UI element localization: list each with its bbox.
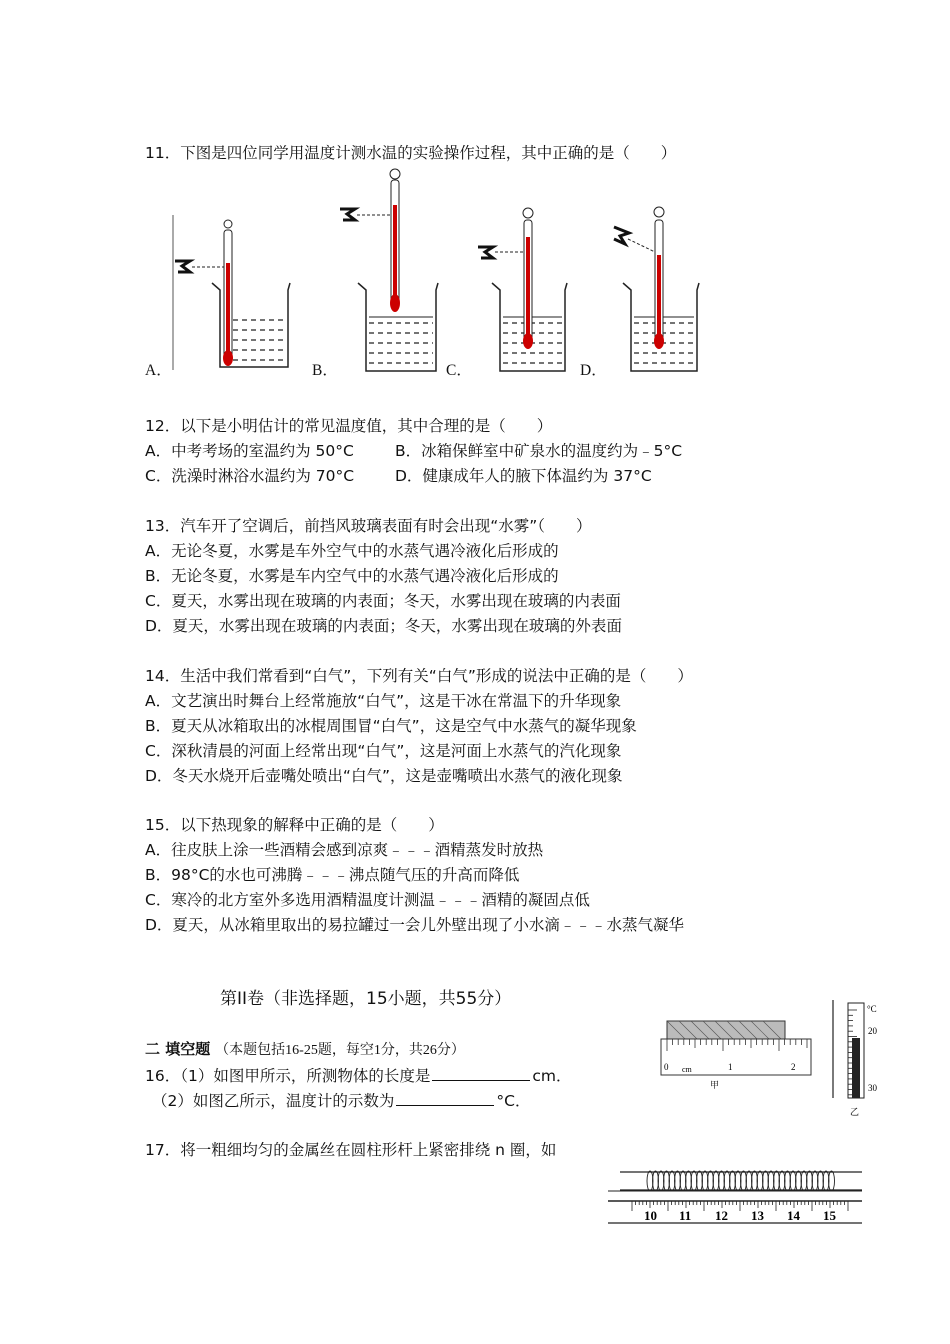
q14-option-c: C．深秋清晨的河面上经常出现“白气”，这是河面上水蒸气的汽化现象 — [145, 742, 622, 760]
coil-ruler-figure — [600, 1160, 870, 1228]
q16-answer-blank-2[interactable] — [396, 1089, 494, 1106]
q12-option-d: D．健康成年人的腋下体温约为 37°C — [395, 467, 652, 485]
q15-option-a: A．往皮肤上涂一些酒精会感到凉爽﹣﹣﹣酒精蒸发时放热 — [145, 841, 544, 859]
q12-option-c: C．洗澡时淋浴水温约为 70°C — [145, 467, 355, 485]
coil-label-14: 14 — [787, 1208, 800, 1223]
section-label: 二 填空题 — [145, 1040, 211, 1058]
q16-line2-text: （2）如图乙所示，温度计的示数为 — [152, 1092, 395, 1110]
q11-label-b: B． — [312, 362, 338, 379]
q15-option-c: C．寒冷的北方室外多选用酒精温度计测温﹣﹣﹣酒精的凝固点低 — [145, 891, 590, 909]
ruler-label-1: 1 — [728, 1062, 733, 1072]
thermo-label-20: 20 — [868, 1026, 877, 1036]
q17-stem: 17．将一粗细均匀的金属丝在圆柱形杆上紧密排绕 n 圈，如 — [145, 1141, 557, 1159]
q15-stem: 15．以下热现象的解释中正确的是（ ） — [145, 816, 444, 834]
coil-label-10: 10 — [644, 1208, 657, 1223]
coil-label-15: 15 — [823, 1208, 836, 1223]
q12-option-a: A．中考考场的室温约为 50°C — [145, 442, 354, 460]
figure-a-beaker-thermometer — [173, 215, 290, 370]
q12-stem: 12．以下是小明估计的常见温度值，其中合理的是（ ） — [145, 417, 553, 435]
q11-label-c: C． — [446, 362, 472, 379]
figure-c-beaker-thermometer — [478, 208, 567, 371]
ruler-label-2: 2 — [791, 1062, 796, 1072]
part2-title: 第II卷（非选择题，15小题，共55分） — [220, 989, 512, 1009]
figure-b-beaker-thermometer — [340, 169, 438, 371]
ruler-label-cm: cm — [682, 1065, 692, 1074]
thermo-caption: 乙 — [850, 1107, 860, 1117]
q13-option-a: A．无论冬夏，水雾是车外空气中的水蒸气遇冷液化后形成的 — [145, 542, 559, 560]
q15-option-d: D．夏天，从冰箱里取出的易拉罐过一会儿外壁出现了小水滴﹣﹣﹣水蒸气凝华 — [145, 916, 684, 934]
ruler-label-0: 0 — [664, 1062, 669, 1072]
q16-line2-unit: °C． — [496, 1092, 531, 1110]
figure-d-beaker-thermometer — [614, 207, 699, 371]
thermo-label-30: 30 — [868, 1083, 877, 1093]
q13-stem: 13．汽车开了空调后，前挡风玻璃表面有时会出现“水雾”（ ） — [145, 517, 592, 535]
q11-figures — [140, 165, 700, 380]
ruler-figure — [658, 1015, 816, 1090]
thermometer-figure — [828, 998, 888, 1120]
thermo-unit: °C — [867, 1004, 877, 1014]
q16-line1-text: 16．（1）如图甲所示，所测物体的长度是 — [145, 1067, 431, 1085]
q12-option-b: B．冰箱保鲜室中矿泉水的温度约为﹣5°C — [395, 442, 683, 460]
q11-label-a: A． — [145, 362, 172, 379]
q11-label-d: D． — [580, 362, 607, 379]
q13-option-b: B．无论冬夏，水雾是车内空气中的水蒸气遇冷液化后形成的 — [145, 567, 559, 585]
section-note: （本题包括16-25题，每空1分，共26分） — [215, 1043, 465, 1058]
q13-option-d: D．夏天，水雾出现在玻璃的内表面；冬天，水雾出现在玻璃的外表面 — [145, 617, 622, 635]
ruler-caption: 甲 — [710, 1080, 720, 1090]
q14-option-b: B．夏天从冰箱取出的冰棍周围冒“白气”，这是空气中水蒸气的凝华现象 — [145, 717, 637, 735]
q13-option-c: C．夏天，水雾出现在玻璃的内表面；冬天，水雾出现在玻璃的内表面 — [145, 592, 621, 610]
coil-label-13: 13 — [751, 1208, 764, 1223]
q14-option-d: D．冬天水烧开后壶嘴处喷出“白气”，这是壶嘴喷出水蒸气的液化现象 — [145, 767, 623, 785]
coil-label-11: 11 — [679, 1208, 692, 1223]
q16-answer-blank-1[interactable] — [432, 1064, 530, 1081]
q14-stem: 14．生活中我们常看到“白气”，下列有关“白气”形成的说法中正确的是（ ） — [145, 667, 693, 685]
q11-stem: 11．下图是四位同学用温度计测水温的实验操作过程，其中正确的是（ ） — [145, 144, 677, 162]
coil-label-12: 12 — [715, 1208, 728, 1223]
q15-option-b: B．98°C的水也可沸腾﹣﹣﹣沸点随气压的升高而降低 — [145, 866, 520, 884]
q14-option-a: A．文艺演出时舞台上经常施放“白气”，这是干冰在常温下的升华现象 — [145, 692, 622, 710]
q16-line1-unit: cm． — [532, 1067, 572, 1085]
